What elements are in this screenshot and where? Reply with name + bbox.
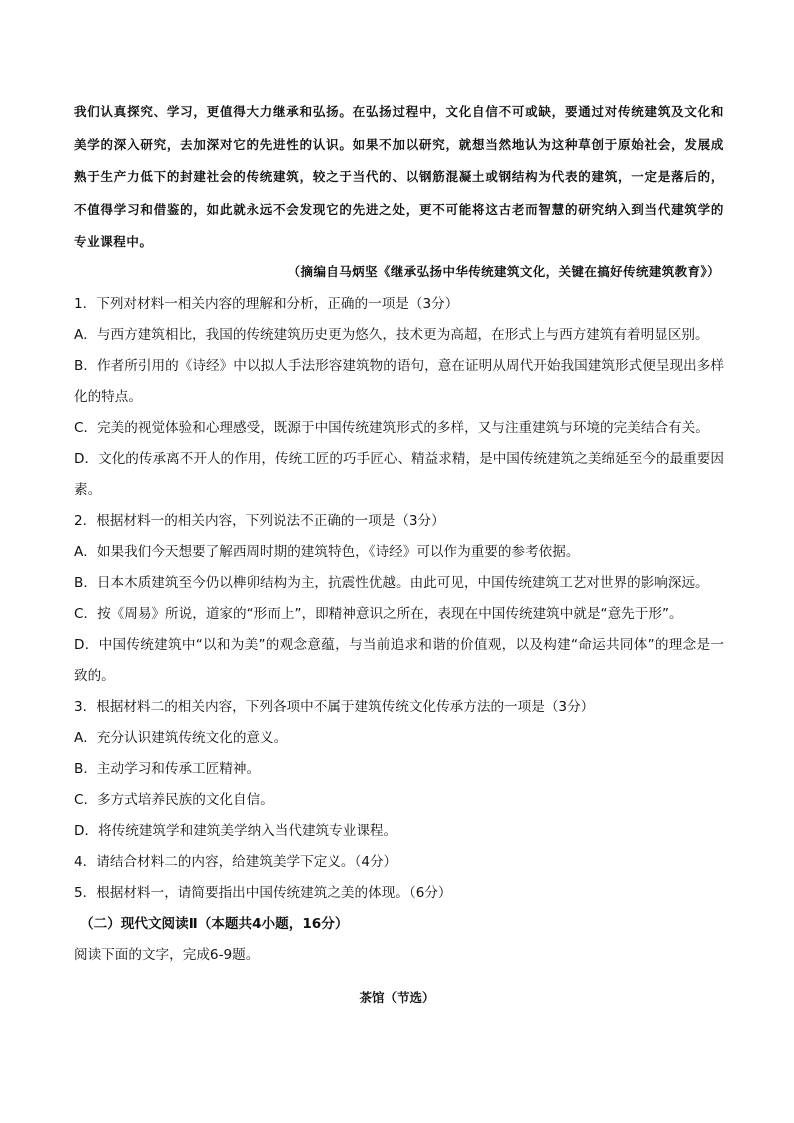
question-3-option-c: C．多方式培养民族的文化自信。 [74,792,274,808]
question-2-option-a: A．如果我们今天想要了解西周时期的建筑特色，《诗经》可以作为重要的参考依据。 [74,544,580,560]
question-3-option-b: B．主动学习和传承工匠精神。 [74,761,261,777]
reading-instruction: 阅读下面的文字，完成6-9题。 [74,947,260,963]
question-3-stem: 3．根据材料二的相关内容，下列各项中不属于建筑传统文化传承方法的一项是（3分） [74,699,595,715]
question-2-stem: 2．根据材料一的相关内容，下列说法不正确的一项是（3分） [74,513,445,529]
question-4: 4．请结合材料二的内容，给建筑美学下定义。（4分） [74,854,398,870]
section-heading: （二）现代文阅读Ⅱ（本题共4小题，16分） [80,916,349,932]
question-1-stem: 1．下列对材料一相关内容的理解和分析，正确的一项是（3分） [74,296,459,312]
material-passage: 我们认真探究、学习，更值得大力继承和弘扬。在弘扬过程中，文化自信不可或缺，要通过对传统建筑及文化和美学的深入研究，去加深对它的先进性的认识。如果不加以研究，就想当然地认为这种草创于原始社会，发展成熟于生产力低下的封建社会的传统建筑，较之于当代的、以钢筋混凝土或钢结构为代表的建筑，一定是落后的，不值得学习和借鉴的，如此就永远不会发现它的先进之处，更不可能将这古老而智慧的研究纳入到当代建筑学的专业课程中。 [74,104,724,250]
question-2-option-c: C．按《周易》所说，道家的“形而上”，即精神意识之所在，表现在中国传统建筑中就是“意先于形”。 [74,606,683,622]
question-1-option-d: D．文化的传承离不开人的作用，传统工匠的巧手匠心、精益求精，是中国传统建筑之美绵延至今的最重要因素。 [74,451,724,498]
question-5: 5．根据材料一，请简要指出中国传统建筑之美的体现。（6分） [74,885,452,901]
passage-source: （摘编自马炳坚《继承弘扬中华传统建筑文化，关键在搞好传统建筑教育》） [287,264,720,279]
question-3-option-d: D．将传统建筑学和建筑美学纳入当代建筑专业课程。 [74,823,398,839]
question-1-option-b: B．作者所引用的《诗经》中以拟人手法形容建筑物的语句，意在证明从周代开始我国建筑形式便呈现出多样化的特点。 [74,358,724,405]
question-1-option-a: A．与西方建筑相比，我国的传统建筑历史更为悠久，技术更为高超，在形式上与西方建筑有着明显区别。 [74,327,709,343]
question-1-option-c: C．完美的视觉体验和心理感受，既源于中国传统建筑形式的多样，又与注重建筑与环境的完美结合有关。 [74,420,709,436]
excerpt-title: 茶馆（节选） [359,990,435,1005]
question-3-option-a: A．充分认识建筑传统文化的意义。 [74,730,288,746]
question-2-option-b: B．日本木质建筑至今仍以榫卯结构为主，抗震性优越。由此可见，中国传统建筑工艺对世界的影响深远。 [74,575,709,591]
question-2-option-d: D．中国传统建筑中“以和为美”的观念意蕴，与当前追求和谐的价值观，以及构建“命运共同体”的理念是一致的。 [74,637,724,684]
question-list [74,289,724,971]
